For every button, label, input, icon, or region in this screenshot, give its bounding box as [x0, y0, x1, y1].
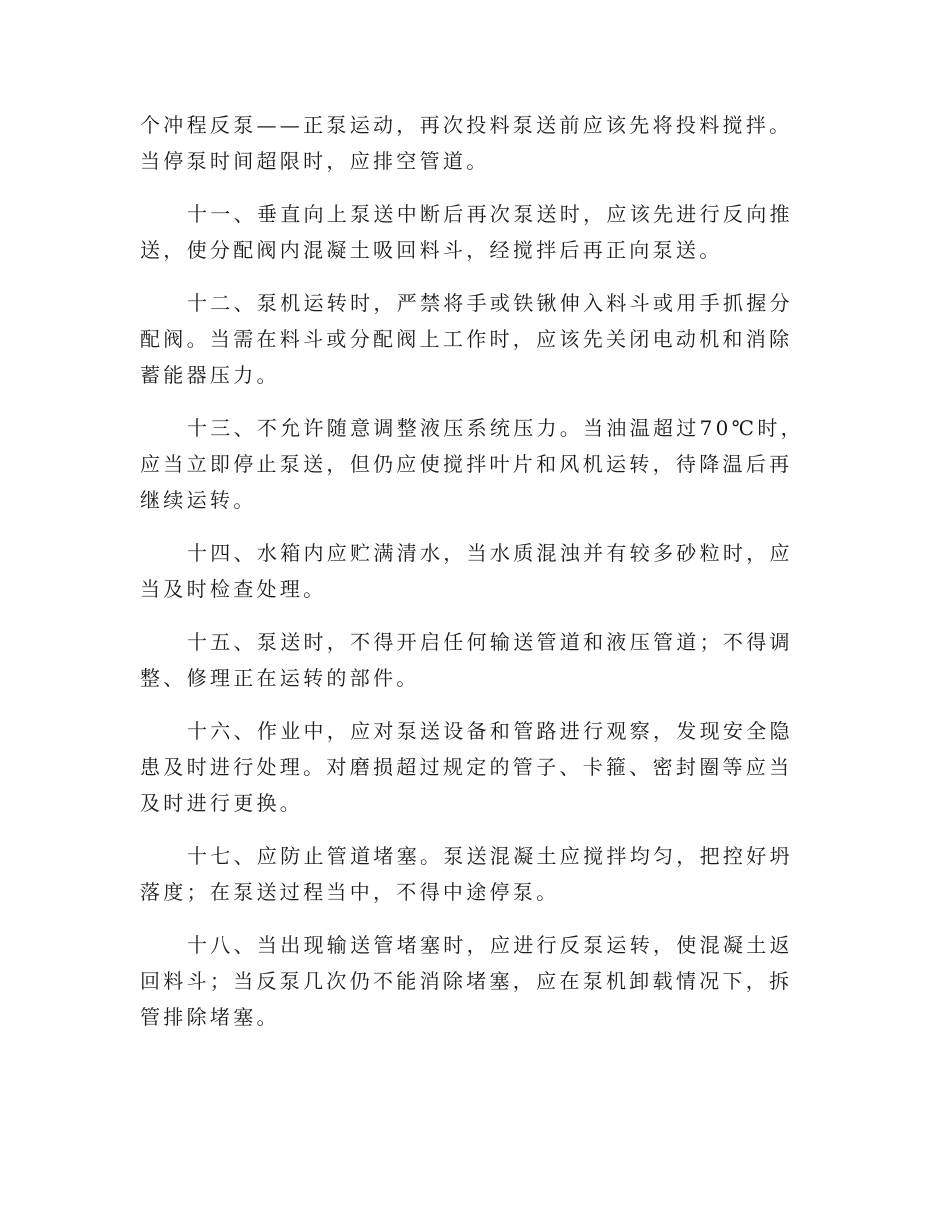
document-body — [140, 107, 810, 1052]
paragraph-item-16: 十六、作业中，应对泵送设备和管路进行观察，发现安全隐患及时进行处理。对磨损超过规定的管子、卡箍、密封圈等应当及时进行更换。 — [140, 719, 793, 815]
paragraph-item-18: 十八、当出现输送管堵塞时，应进行反泵运转，使混凝土返回料斗；当反泵几次仍不能消除堵塞，应在泵机卸载情况下，拆管排除堵塞。 — [140, 933, 793, 1029]
paragraph-item-12: 十二、泵机运转时，严禁将手或铁锹伸入料斗或用手抓握分配阀。当需在料斗或分配阀上工作时，应该先关闭电动机和消除蓄能器压力。 — [140, 291, 793, 387]
paragraph-item-11: 十一、垂直向上泵送中断后再次泵送时，应该先进行反向推送，使分配阀内混凝土吸回料斗，经搅拌后再正向泵送。 — [140, 202, 793, 262]
paragraph-continuation: 个冲程反泵——正泵运动，再次投料泵送前应该先将投料搅拌。当停泵时间超限时，应排空管道。 — [140, 113, 793, 173]
paragraph-item-15: 十五、泵送时，不得开启任何输送管道和液压管道；不得调整、修理正在运转的部件。 — [140, 630, 793, 690]
paragraph-item-17: 十七、应防止管道堵塞。泵送混凝土应搅拌均匀，把控好坍落度；在泵送过程当中，不得中途停泵。 — [140, 844, 793, 904]
paragraph-item-13: 十三、不允许随意调整液压系统压力。当油温超过70℃时，应当立即停止泵送，但仍应使搅拌叶片和风机运转，待降温后再继续运转。 — [140, 416, 804, 512]
paragraph-item-14: 十四、水箱内应贮满清水，当水质混浊并有较多砂粒时，应当及时检查处理。 — [140, 541, 793, 601]
